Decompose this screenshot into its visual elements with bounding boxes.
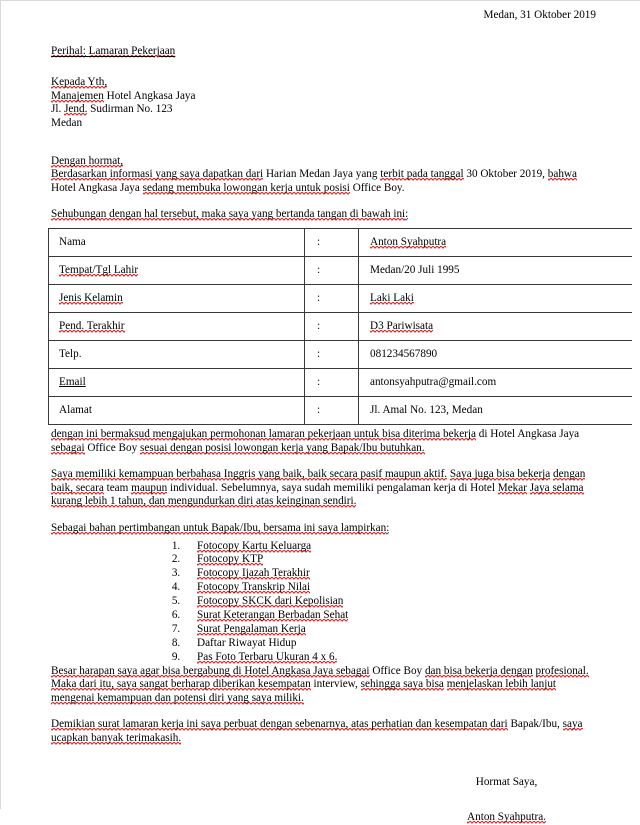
row-separator [305, 340, 359, 368]
row-label [49, 312, 305, 340]
label-tempat-tgl-lahir: Tempat/Tgl Lahir [59, 263, 139, 276]
intro-paragraph [51, 168, 596, 195]
row-separator [305, 228, 359, 256]
row-separator [305, 284, 359, 312]
subject-label: Perihal [51, 44, 83, 57]
label-pend-terakhir: Pend. Terakhir [59, 319, 125, 332]
body2-l2-d: individual. Sebelumnya, saya sudah memiliki pengalaman kerja di [169, 481, 468, 494]
separator-colon: : [317, 347, 321, 360]
row-separator [305, 368, 359, 396]
table-row [49, 396, 633, 424]
value-telp: 081234567890 [370, 347, 438, 360]
intro-l1-c: terbit pada tanggal [380, 168, 464, 181]
attachment-4: Fotocopy Transkrip Nilai [197, 581, 311, 594]
table-row [49, 256, 633, 284]
recipient-block [51, 76, 596, 130]
list-item [183, 581, 596, 595]
subject-line [51, 45, 596, 59]
attachment-7: Surat Pengalaman Kerja [197, 622, 306, 635]
list-item [183, 567, 596, 581]
table-row [49, 312, 633, 340]
separator-colon: : [317, 235, 321, 248]
value-jenis-kelamin: Laki Laki [370, 291, 414, 304]
list-item [183, 609, 596, 623]
body1-l1: dengan ini bermaksud mengajukan permohonan lamaran pekerjaan untuk bisa diterima bekerja [51, 427, 476, 440]
row-label [49, 368, 305, 396]
body2-l1-a: Saya memiliki kemampuan berbahasa Inggris yang baik, baik secara pasif maupun aktif. [51, 468, 448, 481]
body5-l2-a: Bapak/Ibu, [510, 718, 560, 731]
row-separator [305, 396, 359, 424]
separator-colon: : [317, 319, 321, 332]
table-row [49, 340, 633, 368]
list-item [183, 637, 596, 651]
recipient-line-4-city: Medan [51, 116, 83, 129]
list-item [183, 651, 596, 665]
row-separator [305, 256, 359, 284]
list-item [183, 623, 596, 637]
row-value [359, 312, 633, 340]
body5-l2-b: saya ucapkan banyak terimakasih. [51, 718, 583, 745]
table-row [49, 228, 633, 256]
body-paragraph-2 [51, 468, 596, 509]
salutation-text: Dengan hormat, [51, 154, 124, 167]
subject-value: Lamaran Pekerjaan [88, 44, 176, 57]
list-item [183, 553, 596, 567]
value-email: antonsyahputra@gmail.com [370, 375, 497, 388]
separator-colon: : [317, 263, 321, 276]
table-intro-paragraph [51, 208, 596, 222]
body2-l1-b: Saya juga bisa bekerja [449, 468, 551, 481]
personal-data-table [48, 228, 632, 425]
row-separator [305, 312, 359, 340]
salutation [51, 155, 596, 169]
row-label [49, 256, 305, 284]
body1-l2-c: Office Boy [87, 441, 138, 454]
value-tempat-tgl-lahir: Medan/20 Juli 1995 [370, 263, 460, 276]
table-row [49, 368, 633, 396]
list-item [183, 595, 596, 609]
body2-l2-e: Hotel [470, 481, 495, 494]
signature-name-text: Anton Syahputra. [467, 811, 546, 824]
body2-l3-b: Jaya selama kurang lebih 1 tahun, dan mengundurkan diri atas keinginan sendiri. [51, 481, 584, 508]
body4-l2-b: interview, [313, 678, 358, 691]
row-value [359, 256, 633, 284]
separator-colon: : [317, 403, 321, 416]
value-pend-terakhir: D3 Pariwisata [370, 319, 434, 332]
row-label [49, 396, 305, 424]
list-item [183, 540, 596, 554]
attachment-6: Surat Keterangan Berbadan Sehat [197, 609, 349, 622]
separator-colon: : [317, 375, 321, 388]
attachment-1: Fotocopy Kartu Keluarga [197, 539, 312, 552]
body4-l2-c: sehingga saya bisa [360, 678, 444, 691]
intro-l2-a: bahwa [547, 168, 577, 181]
intro-l2-d: Office Boy. [352, 181, 405, 194]
attachment-5: Fotocopy SKCK dari Kepolisian [197, 595, 344, 608]
row-value [359, 396, 633, 424]
label-telp: Telp. [59, 347, 82, 360]
label-jenis-kelamin: Jenis Kelamin [59, 291, 123, 304]
separator-colon: : [317, 291, 321, 304]
row-value [359, 284, 633, 312]
attachment-3: Fotocopy Ijazah Terakhir [197, 567, 310, 580]
letter-body [51, 9, 596, 825]
table-intro-text: Sehubungan dengan hal tersebut, maka saya yang bertanda tangan di bawah ini [51, 208, 406, 221]
attachments-list [51, 540, 596, 665]
row-label [49, 340, 305, 368]
body4-l1-a: Besar harapan saya agar bisa bergabung di Hotel Angkasa Jaya sebagai [51, 664, 370, 677]
body4-l2-a: profesional. Maka dari itu, saya sangat berharap diberikan kesempatan [51, 664, 589, 691]
body1-l2-d: sesuai dengan posisi lowongan kerja yang Bapak/Ibu butuhkan. [139, 441, 425, 454]
closing-label: Hormat Saya, [475, 775, 538, 788]
body-paragraph-3 [51, 522, 596, 536]
body4-l1-c: dan bisa bekerja dengan [424, 664, 533, 677]
body-paragraph-4 [51, 665, 596, 706]
intro-l1-b: Harian Medan Jaya yang [265, 168, 378, 181]
body3-colon: : [386, 521, 390, 534]
row-label [49, 284, 305, 312]
table-body [49, 228, 633, 424]
signature-name [417, 811, 596, 825]
row-value [359, 340, 633, 368]
table-row [49, 284, 633, 312]
body2-l2-c: maupun [131, 481, 168, 494]
body-paragraph-5 [51, 718, 596, 745]
recipient-line-2-org: Manajemen [51, 89, 104, 102]
body5-l1: Demikian surat lamaran kerja ini saya perbuat dengan sebenarnya, atas perhatian dan kesempatan dari [51, 718, 508, 731]
body4-l1-b: Office Boy [372, 664, 423, 677]
label-nama: Nama [59, 235, 86, 248]
label-alamat: Alamat [59, 403, 92, 416]
body1-l2-b: sebagai [51, 441, 85, 454]
body1-l2-a: Angkasa Jaya [517, 427, 580, 440]
table-intro-colon: : [405, 208, 409, 221]
attachment-8: Daftar Riwayat Hidup [197, 636, 297, 649]
body2-l2-b: team [106, 481, 129, 494]
intro-l1-a: Berdasarkan informasi yang saya dapatkan dari [51, 168, 264, 181]
label-email: Email [59, 375, 86, 388]
body4-l3: menjelaskan lebih lanjut mengenai kemampuan dan potensi diri yang saya miliki. [51, 678, 557, 704]
row-value [359, 368, 633, 396]
recipient-line-3-prefix: Jl. [51, 103, 62, 116]
body1-l1-tail: di Hotel [478, 427, 516, 440]
value-nama: Anton Syahputra [370, 235, 447, 248]
body2-l2-a: dengan baik, secara [51, 468, 586, 494]
value-alamat: Jl. Amal No. 123, Medan [370, 403, 483, 416]
recipient-line-3-street: Sudirman No. 123 [90, 103, 173, 116]
body3-text: Sebagai bahan pertimbangan untuk Bapak/Ibu, bersama ini saya lampirkan [51, 521, 387, 534]
subject-separator: : [82, 44, 86, 57]
row-label [49, 228, 305, 256]
signature-block [51, 776, 596, 825]
date-line: Medan, 31 Oktober 2019 [483, 9, 596, 21]
attachment-9: Pas Foto Terbaru Ukuran 4 x 6. [197, 650, 338, 663]
body2-l3-a: Mekar [497, 481, 527, 494]
intro-l1-d: 30 Oktober 2019, [466, 168, 545, 181]
recipient-line-3-abbr: Jend. [64, 103, 88, 116]
intro-l2-c: sedang membuka lowongan kerja untuk posisi [142, 181, 350, 194]
row-value [359, 228, 633, 256]
recipient-line-2-name: Hotel Angkasa Jaya [106, 89, 196, 102]
attachment-2: Fotocopy KTP [197, 553, 264, 566]
intro-l2-b: Hotel Angkasa Jaya [51, 181, 140, 194]
body-paragraph-1 [51, 428, 596, 455]
recipient-line-1: Kepada Yth, [51, 76, 108, 89]
